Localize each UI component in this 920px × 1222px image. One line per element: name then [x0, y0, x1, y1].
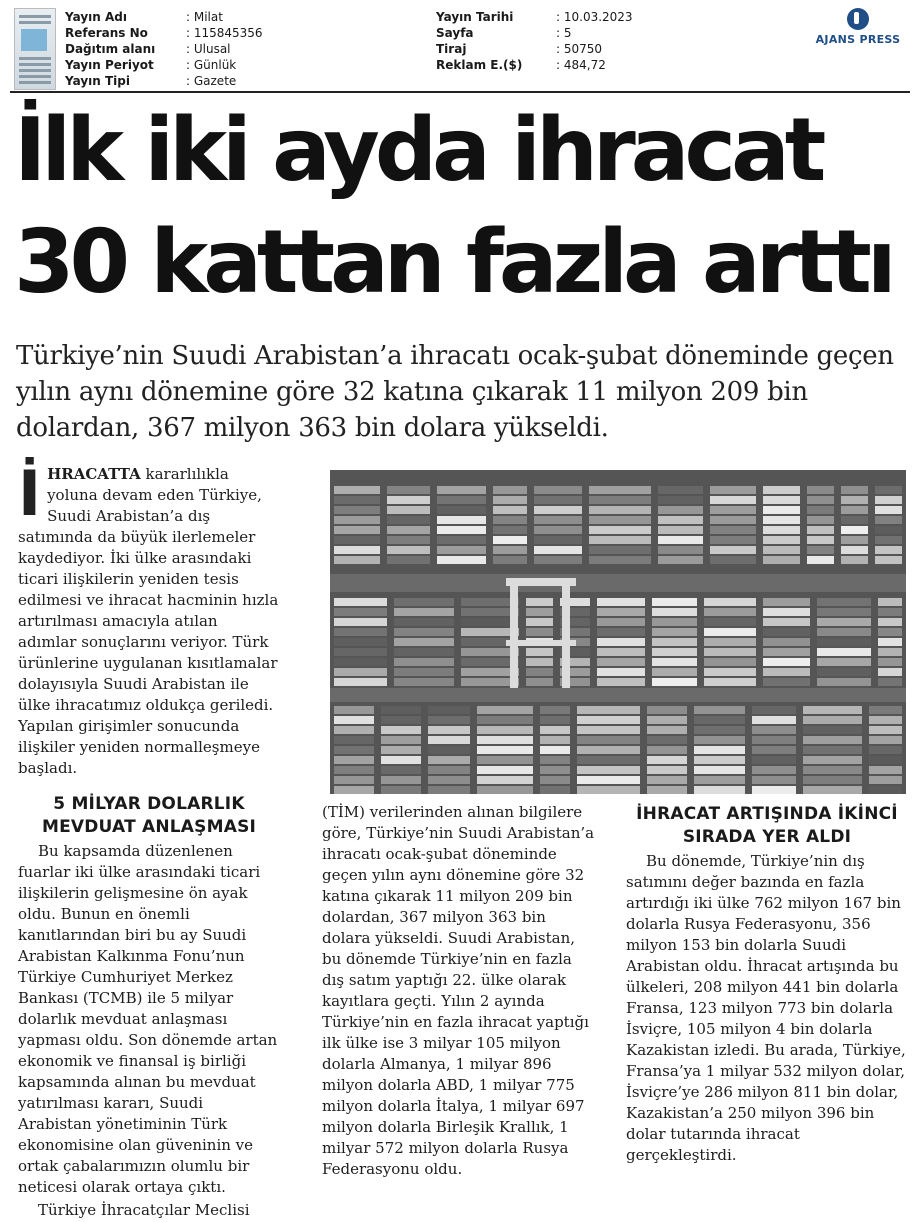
meta-value: : Günlük — [186, 58, 237, 72]
subhead-deposit-agreement: 5 MİLYAR DOLARLIK MEVDUAT ANLAŞMASI — [41, 794, 257, 837]
ajans-press-logo — [810, 8, 906, 48]
meta-label: Sayfa — [436, 26, 474, 40]
meta-label: Reklam E.($) — [436, 58, 523, 72]
headline — [14, 94, 910, 318]
header-divider — [10, 91, 910, 93]
meta-label: Referans No — [65, 26, 148, 40]
column-3 — [626, 803, 908, 1166]
meta-label: Dağıtım alanı — [65, 42, 156, 56]
meta-value: : 484,72 — [556, 58, 606, 72]
headline-line-2: 30 kattan fazla arttı — [14, 211, 892, 313]
intro-text: kararlılıkla yoluna devam eden Türkiye, Suudi Arabistan’a dış satımında da büyük ilerlemeler kaydediyor. İki ülke arasındaki ticari ilişkilerin yeniden tesis edilmesi ve ihracat hacminin hızla artırılması amacıyla atılan adımlar sonuçlarını veriyor. Türk ürünlerine uygulanan kısıtlamalar dolayısıyla Suudi Arabistan ile ülke ihracatımız oldukça geriledi. Yapılan girişimler sonucunda ilişkiler yeniden normalleşmeye başladı. — [18, 465, 279, 777]
meta-value: : 10.03.2023 — [556, 10, 633, 24]
subhead-second-place: İHRACAT ARTIŞINDA İKİNCİ SIRADA YER ALDI — [636, 804, 898, 847]
lead-word: HRACATTA — [47, 465, 141, 483]
column-2 — [322, 802, 598, 1180]
meta-label: Yayın Periyot — [65, 58, 154, 72]
meta-label: Yayın Tipi — [65, 74, 130, 88]
meta-value: : 5 — [556, 26, 572, 40]
meta-value: : Gazete — [186, 74, 237, 88]
clipping-header — [0, 0, 920, 92]
paragraph-tim-data: (TİM) verilerinden alınan bilgilere göre, Türkiye’nin Suudi Arabistan’a ihracatı ocak-şubat döneminde geçen yılın aynı dönemine göre 32 katına çıkarak 11 milyon 209 bin dolardan, 367 milyon 363 bin dolara yükseldi. Suudi Arabistan, bu dönemde Türkiye’nin en fazla dış satım yaptığı 22. ülke olarak kayıtlara geçti. Yılın 2 ayında Türkiye’nin en fazla ihracat yaptığı ilk ülke ise 3 milyar 105 milyon dolarla Almanya, 1 milyar 896 milyon dolarla ABD, 1 milyar 775 milyon dolarla İtalya, 1 milyar 697 milyon dolarla Birleşik Krallık, 1 milyar 572 milyon dolarla Rusya Federasyonu oldu. — [322, 803, 595, 1178]
deck-summary: Türkiye’nin Suudi Arabistan’a ihracatı ocak-şubat döneminde geçen yılın aynı dönemine göre 32 katına çıkarak 11 milyon 209 bin dolardan, 367 milyon 363 bin dolara yükseldi. — [16, 341, 894, 443]
paragraph-export-increase: Bu dönemde, Türkiye’nin dış satımını değer bazında en fazla artırdığı iki ülke 762 milyon 167 bin dolarla Rusya Federasyonu, 356 milyon 153 bin dolarla Suudi Arabistan oldu. İhracat artışında bu ülkeleri, 208 milyon 441 bin dolarla Fransa, 123 milyon 773 bin dolarla İsviçre, 105 milyon 4 bin dolarla Kazakistan izledi. Bu arada, Türkiye, Fransa’ya 1 milyar 532 milyon dolar, İsviçre’ye 286 milyon 811 bin dolar, Kazakistan’a 250 milyon 396 bin dolar tutarında ihracat gerçekleştirdi. — [626, 852, 906, 1164]
logo-text: AJANS PRESS — [815, 33, 901, 46]
meta-label: Tiraj — [436, 42, 467, 56]
meta-value: : 50750 — [556, 42, 603, 56]
paragraph-deposit: Bu kapsamda düzenlenen fuarlar iki ülke arasındaki ticari ilişkilerin gelişmesine ön ayak oldu. Bunun en önemli kanıtlarından biri bu ay Suudi Arabistan Kalkınma Fonu’nun Türkiye Cumhuriyet Merkez Bankası (TCMB) ile 5 milyar dolarlık mevduat anlaşması yapması oldu. Son dönemde artan ekonomik ve finansal iş birliği kapsamında alınan bu mevduat yatırılması kararı, Suudi Arabistan yönetiminin Türk ekonomisine olan güveninin ve ortak çabalarımızın olumlu bir neticesi olarak ortaya çıktı. — [18, 842, 278, 1196]
ajans-press-logo-icon — [847, 8, 869, 30]
container-port-photo — [330, 470, 906, 794]
meta-label: Yayın Tarihi — [436, 10, 514, 24]
page-thumbnail[interactable] — [14, 8, 56, 90]
meta-value: : Milat — [186, 10, 223, 24]
paragraph-tim-start: Türkiye İhracatçılar Meclisi — [38, 1201, 250, 1219]
intro-paragraph — [18, 457, 280, 779]
drop-cap: İ — [18, 457, 42, 530]
meta-value: : 115845356 — [186, 26, 263, 40]
meta-label: Yayın Adı — [65, 10, 127, 24]
headline-line-1: İlk iki ayda ihracat — [14, 99, 822, 201]
column-1 — [18, 457, 280, 1221]
meta-value: : Ulusal — [186, 42, 231, 56]
